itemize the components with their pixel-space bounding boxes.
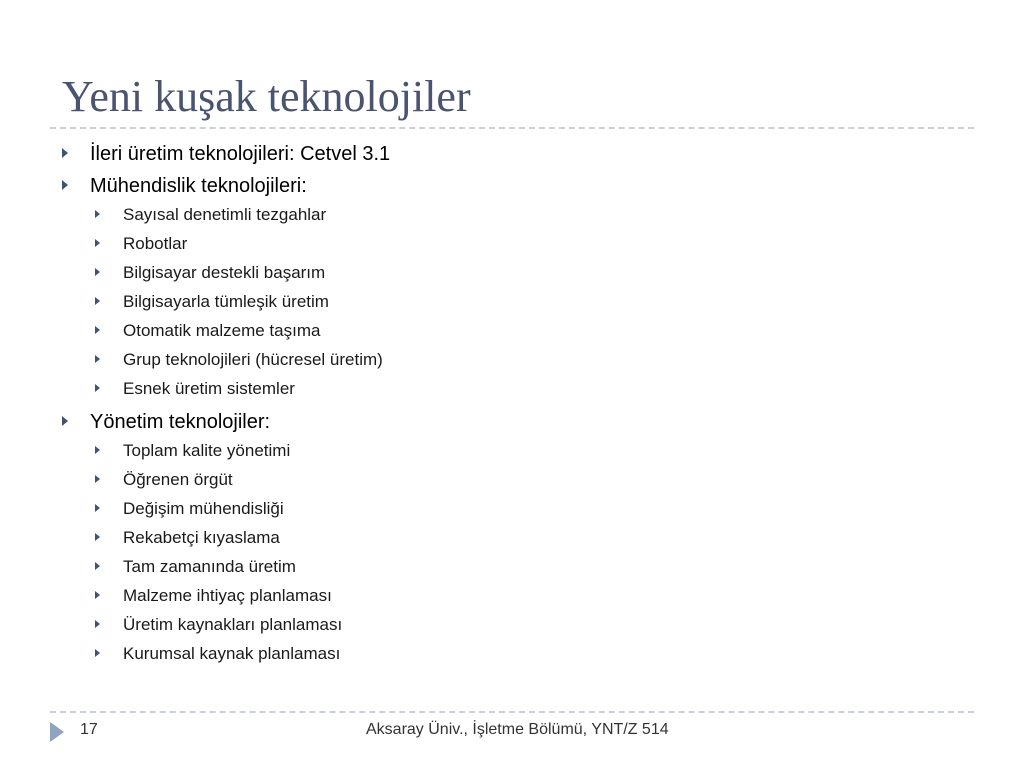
bullet-text: Öğrenen örgüt xyxy=(123,470,233,489)
bullet-text: Robotlar xyxy=(123,234,188,253)
triangle-right-icon xyxy=(95,355,100,363)
page-number: 17 xyxy=(80,721,98,738)
triangle-right-icon xyxy=(95,268,100,276)
bullet-text: Malzeme ihtiyaç planlaması xyxy=(123,586,332,605)
bullet-text: Kurumsal kaynak planlaması xyxy=(123,644,341,663)
bullet-text: Otomatik malzeme taşıma xyxy=(123,321,321,340)
bullet-text: Değişim mühendisliği xyxy=(123,499,284,518)
triangle-right-icon xyxy=(95,326,100,334)
triangle-right-icon xyxy=(95,210,100,218)
triangle-right-icon xyxy=(95,384,100,392)
triangle-right-icon xyxy=(95,649,100,657)
bullet-text: Toplam kalite yönetimi xyxy=(123,441,291,460)
triangle-right-icon xyxy=(95,533,100,541)
bullet-text: Bilgisayar destekli başarım xyxy=(123,263,326,282)
footer-divider xyxy=(50,711,974,713)
triangle-right-icon xyxy=(95,591,100,599)
triangle-right-icon xyxy=(95,297,100,305)
bullet-text: Rekabetçi kıyaslama xyxy=(123,528,280,547)
bullet-text: Sayısal denetimli tezgahlar xyxy=(123,205,327,224)
triangle-right-icon xyxy=(95,446,100,454)
footer-caption: Aksaray Üniv., İşletme Bölümü, YNT/Z 514 xyxy=(366,721,669,738)
bullet-text: İleri üretim teknolojileri: Cetvel 3.1 xyxy=(90,143,391,165)
bullet-text: Tam zamanında üretim xyxy=(123,557,296,576)
bullet-text: Yönetim teknolojiler: xyxy=(90,411,271,433)
triangle-right-icon xyxy=(95,562,100,570)
triangle-right-icon xyxy=(62,180,68,190)
triangle-right-icon xyxy=(95,504,100,512)
triangle-right-icon xyxy=(95,620,100,628)
triangle-right-icon xyxy=(62,148,68,158)
bullet-text: Mühendislik teknolojileri: xyxy=(90,175,307,197)
play-arrow-icon xyxy=(50,722,64,742)
triangle-right-icon xyxy=(95,239,100,247)
slide-title: Yeni kuşak teknolojiler xyxy=(62,72,471,121)
triangle-right-icon xyxy=(95,475,100,483)
triangle-right-icon xyxy=(62,416,68,426)
bullet-text: Üretim kaynakları planlaması xyxy=(123,615,343,634)
bullet-text: Grup teknolojileri (hücresel üretim) xyxy=(123,350,383,369)
bullet-text: Esnek üretim sistemler xyxy=(123,379,295,398)
title-divider xyxy=(50,127,974,129)
bullet-text: Bilgisayarla tümleşik üretim xyxy=(123,292,329,311)
